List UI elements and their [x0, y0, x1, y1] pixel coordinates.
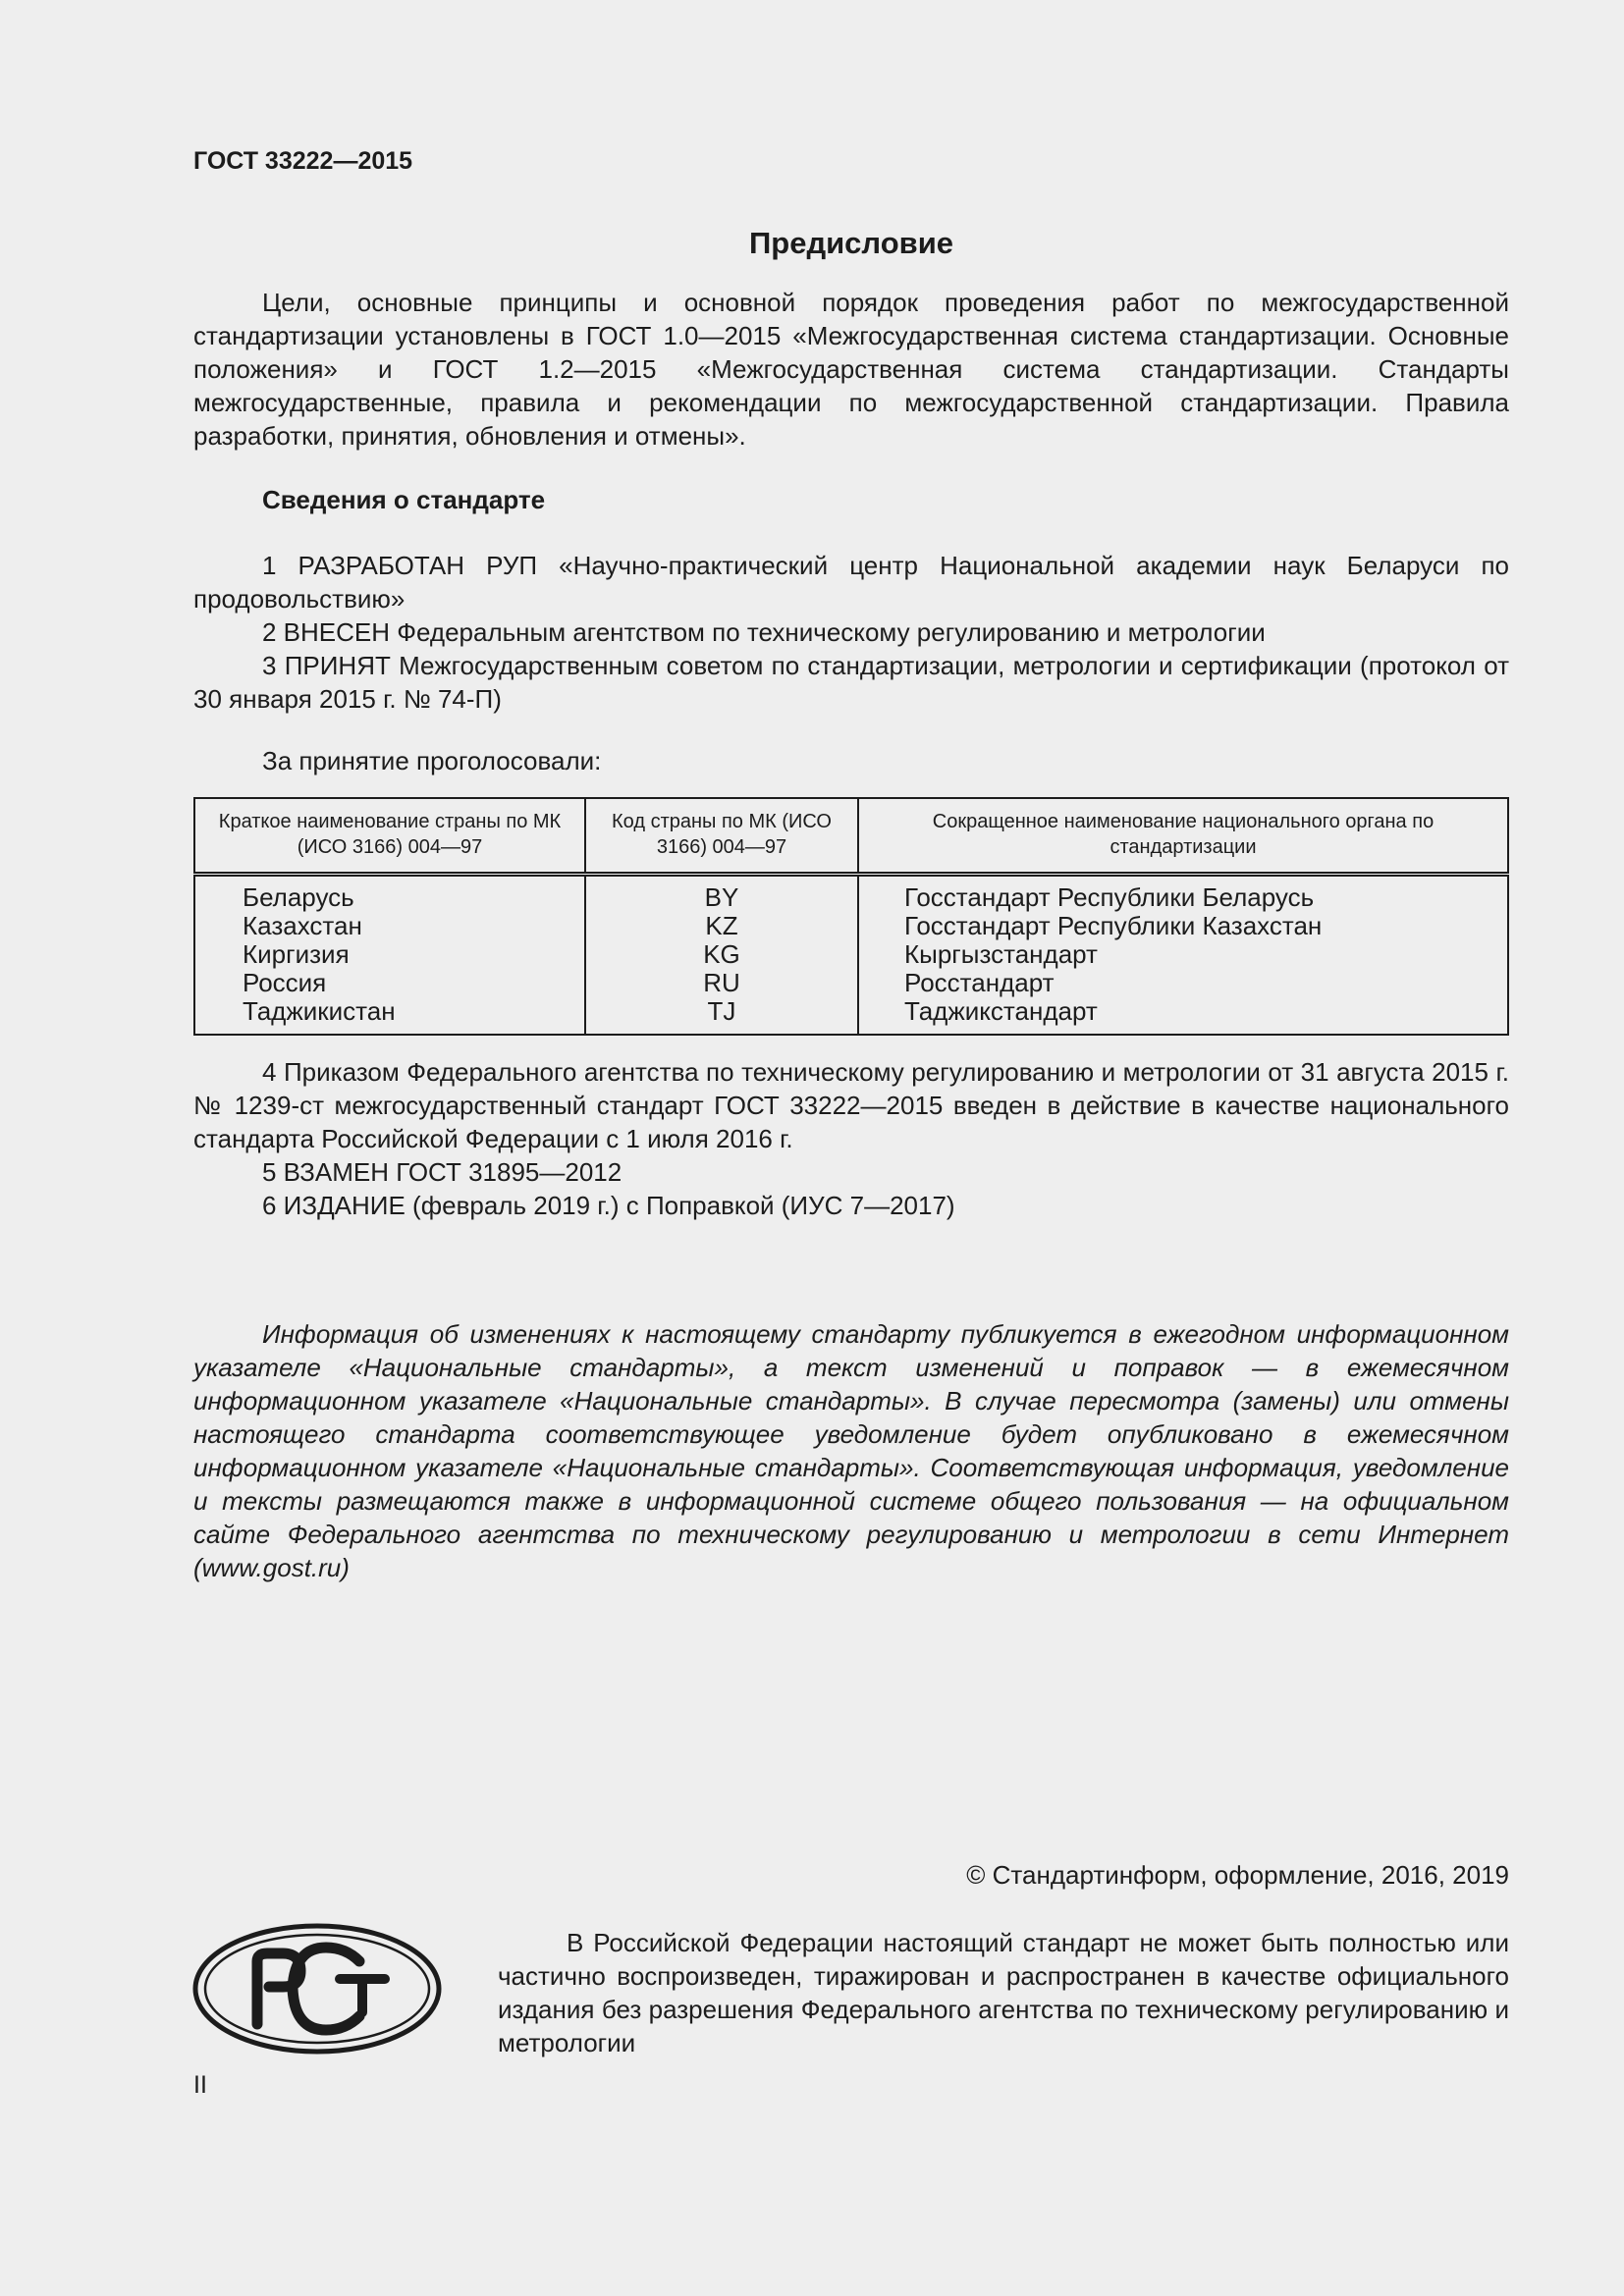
- country-name: Беларусь: [243, 882, 354, 912]
- copyright-line: © Стандартинформ, оформление, 2016, 2019: [966, 1860, 1509, 1890]
- country-code: KZ: [705, 911, 738, 940]
- item-edition: 6 ИЗДАНИЕ (февраль 2019 г.) с Поправкой (ИУС 7—2017): [262, 1191, 955, 1220]
- item-introduced: 2 ВНЕСЕН Федеральным агентством по техническому регулированию и метрологии: [262, 617, 1266, 647]
- preface-title: Предисловие: [748, 226, 953, 260]
- intro-paragraph: Цели, основные принципы и основной порядок проведения работ по межгосударственной стандартизации установлены в ГОСТ 1.0—2015 «Межгосударственная система стандартизации. Основные положения» и ГОСТ 1.2—2015 «Межгосударственная система стандартизации. Стандарты межгосударственные, правила и рекомендации по межгосударственной стандартизации. Правила разработки, принятия, обновления и отмены».: [193, 288, 1509, 451]
- item-enacted: 4 Приказом Федерального агентства по техническому регулированию и метрологии от 31 августа 2015 г. № 1239-ст межгосударственный стандарт ГОСТ 33222—2015 введен в действие в качестве национального стандарта Российской Федерации с 1 июля 2016 г.: [193, 1057, 1509, 1153]
- reproduction-notice: В Российской Федерации настоящий стандарт не может быть полностью или частично воспроизведен, тиражирован и распространен в качестве официального издания без разрешения Федерального агентства по техническому регулированию и метрологии: [498, 1928, 1509, 2057]
- voted-label: За принятие проголосовали:: [262, 746, 602, 775]
- country-code: RU: [703, 968, 740, 997]
- country-name: Киргизия: [243, 939, 350, 969]
- country-code: KG: [703, 939, 740, 969]
- changes-notice: Информация об изменениях к настоящему стандарту публикуется в ежегодном информационном указателе «Национальные стандарты», а текст изменений и поправок — в ежемесячном информационном указателе «Национальные стандарты». В случае пересмотра (замены) или отмены настоящего стандарта соответствующее уведомление будет опубликовано в ежемесячном информационном указателе «Национальные стандарты». Соответствующая информация, уведомление и тексты размещаются также в информационной системе общего пользования — на официальном сайте Федерального агентства по техническому регулированию и метрологии в сети Интернет (www.gost.ru): [193, 1319, 1509, 1582]
- country-list: [194, 875, 585, 1036]
- intro-block: [193, 286, 1509, 453]
- standard-info-heading: Сведения о стандарте: [262, 485, 546, 514]
- standards-body: Кыргызстандарт: [904, 939, 1098, 969]
- body-list: [858, 875, 1508, 1036]
- item-replaces: 5 ВЗАМЕН ГОСТ 31895—2012: [262, 1157, 623, 1187]
- standard-info-items-continued: [193, 1055, 1509, 1222]
- country-name: Таджикистан: [243, 996, 396, 1026]
- country-name: Россия: [243, 968, 327, 997]
- country-code: BY: [704, 882, 739, 912]
- column-header-country: Краткое наименование страны по МК (ИСО 3166) 004—97: [194, 798, 585, 875]
- column-header-code: Код страны по МК (ИСО 3166) 004—97: [585, 798, 858, 875]
- page-number: II: [193, 2071, 207, 2099]
- table-header-row: [194, 798, 1508, 875]
- column-header-body: Сокращенное наименование национального органа по стандартизации: [858, 798, 1508, 875]
- standards-body: Таджикстандарт: [904, 996, 1098, 1026]
- changes-notice-block: [193, 1317, 1509, 1584]
- standards-body: Госстандарт Республики Казахстан: [904, 911, 1323, 940]
- country-code: TJ: [707, 996, 736, 1026]
- document-code-header: ГОСТ 33222—2015: [193, 147, 413, 175]
- standards-body: Госстандарт Республики Беларусь: [904, 882, 1315, 912]
- voting-countries-table: [193, 797, 1509, 1036]
- item-adopted: 3 ПРИНЯТ Межгосударственным советом по стандартизации, метрологии и сертификации (протокол от 30 января 2015 г. № 74-П): [193, 651, 1509, 714]
- country-name: Казахстан: [243, 911, 362, 940]
- standards-body: Росстандарт: [904, 968, 1055, 997]
- table-row: [194, 875, 1508, 1036]
- item-developed: 1 РАЗРАБОТАН РУП «Научно-практический центр Национальной академии наук Беларуси по продовольствию»: [193, 551, 1509, 614]
- rst-logo-icon: [192, 1922, 442, 2056]
- standard-info-items: [193, 549, 1509, 716]
- code-list: [585, 875, 858, 1036]
